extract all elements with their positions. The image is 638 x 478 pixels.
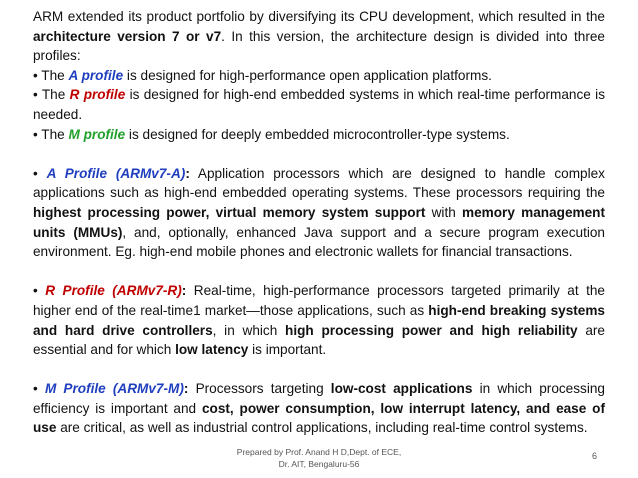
a-profile-section: • A Profile (ARMv7-A): Application processors which are designed to handle complex applications such as high-end embedded operating systems. These processors requiring the highest processing power, virtual memory system support with memory management units (MMUs), and, optionally, enhanced Java support and a secure program execution environment. Eg. high-end mobile phones and electronic wallets for financial transactions.	[33, 165, 605, 260]
footer-line-1: Prepared by Prof. Anand H D,Dept. of ECE,	[236, 447, 402, 457]
intro-text-end: . In this version, the architecture design is divided into three profiles:	[33, 28, 605, 64]
spacer	[33, 144, 605, 164]
a-profile-term: A profile	[68, 67, 124, 83]
footer-line-2: Dr. AIT, Bengaluru-56	[278, 459, 360, 469]
intro-paragraph	[33, 7, 605, 66]
intro-text: ARM extended its product portfolio by diversifying its CPU development, which resulted in the	[33, 9, 605, 24]
spacer	[33, 360, 605, 380]
m-profile-section: • M Profile (ARMv7-M): Processors targeting low-cost applications in which processing efficiency is important and cost, power consumption, low interrupt latency, and ease of use are critical, as well as industrial control applications, including real-time control systems.	[33, 381, 605, 436]
slide-body	[33, 7, 605, 438]
r-profile-bullet: • The R profile is designed for high-end embedded systems in which real-time performance is needed.	[33, 87, 605, 122]
a-profile-heading: A Profile (ARMv7-A)	[46, 165, 186, 181]
m-profile-bullet: • The M profile is designed for deeply embedded microcontroller-type systems.	[33, 126, 510, 142]
r-profile-term: R profile	[69, 87, 126, 103]
r-profile-section: • R Profile (ARMv7-R): Real-time, high-performance processors targeted primarily at the higher end of the real-time1 market—those applications, such as high-end breaking systems and hard drive controllers, in which high processing power and high reliability are essential and for which low latency is important.	[33, 283, 605, 358]
page-number: 6	[592, 451, 598, 461]
spacer	[33, 262, 605, 282]
m-profile-term: M profile	[68, 126, 126, 142]
architecture-v7-highlight: architecture version 7 or v7	[33, 28, 222, 44]
m-profile-heading: M Profile (ARMv7-M)	[44, 381, 184, 397]
footer	[212, 446, 426, 470]
a-profile-bullet: • The A profile is designed for high-performance open application platforms.	[33, 67, 492, 83]
r-profile-heading: R Profile (ARMv7-R)	[45, 283, 182, 299]
